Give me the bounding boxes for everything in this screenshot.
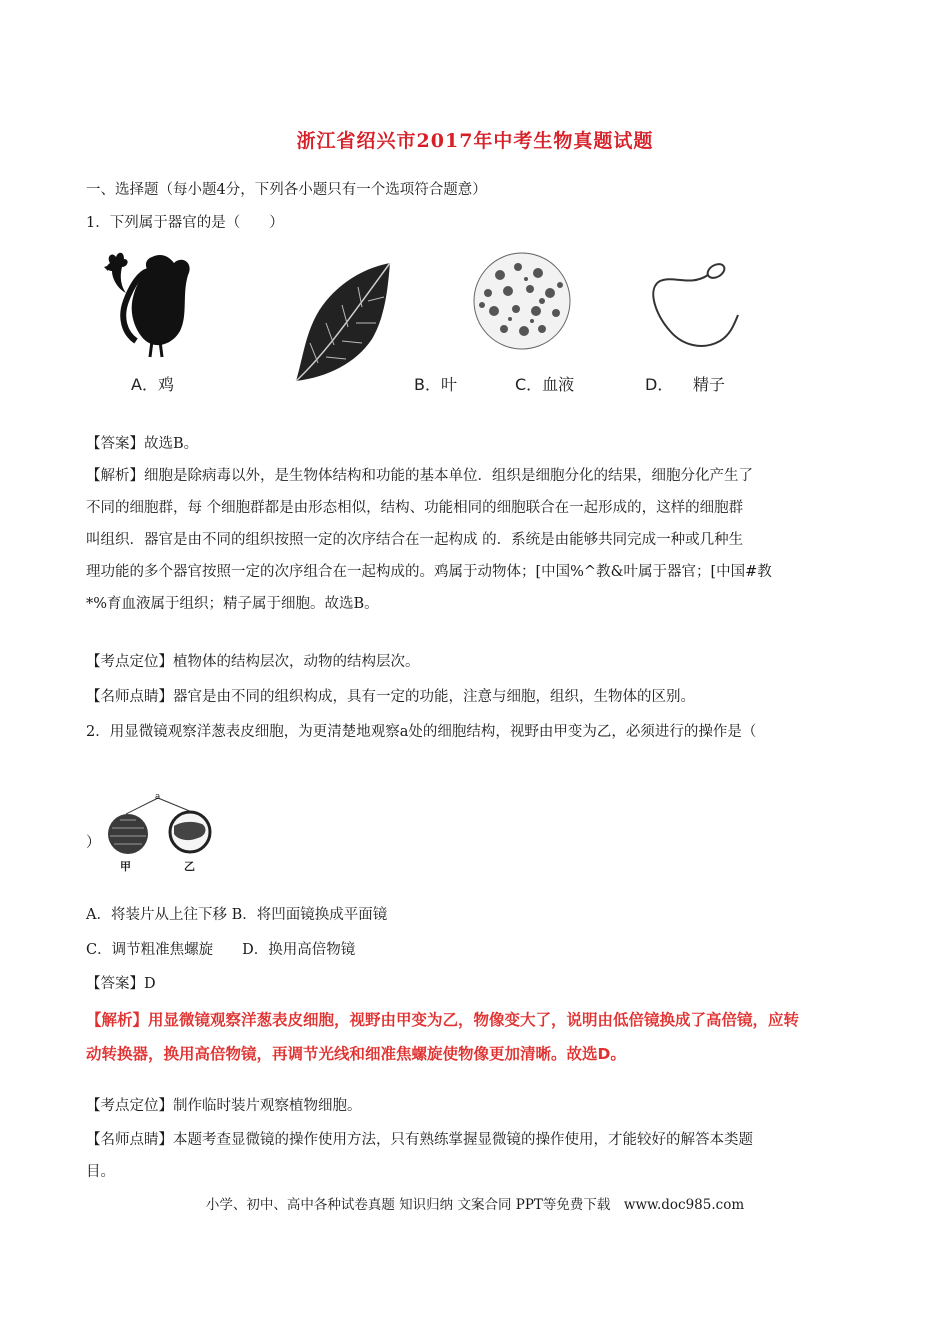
option-a-label: A．鸡 — [131, 375, 174, 394]
analysis-line: 叫组织．器官是由不同的组织按照一定的次序结合在一起构成 的．系统是由能够共同完成一种或几种生 — [86, 532, 744, 548]
option-b-label: B．叶 — [414, 375, 457, 394]
label-jia: 甲 — [120, 860, 131, 873]
tip-line: 目。 — [86, 1164, 115, 1180]
page-footer: 小学、初中、高中各种试卷真题 知识归纳 文案合同 PPT等免费下载 www.doc985.com — [205, 1197, 745, 1213]
analysis-line: *%育血液属于组织；精子属于细胞。故选B。 — [86, 596, 379, 612]
question-2-answer: 【答案】D — [86, 976, 156, 992]
analysis-line: 动转换器，换用高倍物镜，再调节光线和细准焦螺旋使物像更加清晰。故选D。 — [86, 1045, 626, 1063]
analysis-line: 理功能的多个器官按照一定的次序组合在一起构成的。鸡属于动物体；[中国%^教&叶属于器官；[中国#教 — [86, 564, 772, 580]
analysis-line: 不同的细胞群，每 个细胞群都是由形态相似，结构、功能相同的细胞联合在一起形成的，这样的细胞群 — [86, 500, 744, 516]
question-1-stem: 1．下列属于器官的是（ ） — [86, 215, 284, 231]
question-2-options-ab: A．将装片从上往下移 B．将凹面镜换成平面镜 — [86, 907, 388, 923]
question-2-stem: 2．用显微镜观察洋葱表皮细胞，为更清楚地观察a处的细胞结构，视野由甲变为乙，必须进行的操作是（ — [86, 724, 757, 740]
question-2-analysis — [86, 1003, 876, 1071]
question-2-stem-end: ） — [86, 835, 101, 851]
question-2-tip — [86, 1124, 866, 1188]
question-1-point: 【考点定位】植物体的结构层次，动物的结构层次。 — [86, 654, 420, 670]
tip-line: 【名师点睛】本题考查显微镜的操作使用方法，只有熟练掌握显微镜的操作使用，才能较好的解答本类题 — [86, 1132, 753, 1148]
question-1-answer: 【答案】故选B。 — [86, 436, 199, 452]
label-yi: 乙 — [184, 860, 195, 873]
analysis-line: 【解析】细胞是除病毒以外，是生物体结构和功能的基本单位．组织是细胞分化的结果，细胞分化产生了 — [86, 468, 753, 484]
option-d-label: D． — [645, 375, 674, 394]
question-2-point: 【考点定位】制作临时装片观察植物细胞。 — [86, 1098, 362, 1114]
blood-cells-image — [474, 253, 570, 349]
option-c-label: C．血液 — [515, 375, 575, 394]
question-1-analysis — [86, 460, 866, 620]
question-1-tip: 【名师点睛】器官是由不同的组织构成，具有一定的功能，注意与细胞，组织，生物体的区别。 — [86, 689, 695, 705]
question-1-figures — [90, 245, 850, 400]
sperm-image — [653, 261, 738, 346]
analysis-line: 【解析】用显微镜观察洋葱表皮细胞，视野由甲变为乙，物像变大了，说明由低倍镜换成了高倍镜，应转 — [86, 1011, 800, 1029]
question-2-options-cd: C．调节粗准焦螺旋 D．换用高倍物镜 — [86, 942, 356, 958]
option-d-text: 精子 — [693, 375, 726, 394]
section-heading: 一、选择题（每小题4分，下列各小题只有一个选项符合题意） — [86, 182, 487, 198]
page-title: 浙江省绍兴市2017年中考生物真题试题 — [296, 130, 654, 152]
leaf-image — [296, 263, 390, 381]
rooster-image — [104, 253, 190, 357]
label-a: a — [155, 792, 161, 802]
